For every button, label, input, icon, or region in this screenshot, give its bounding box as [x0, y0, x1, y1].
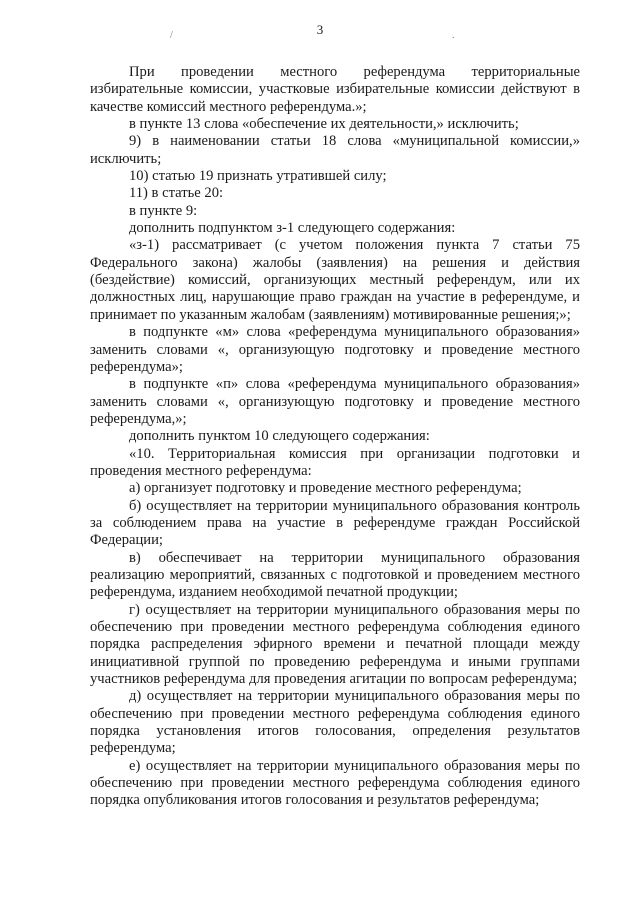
- paragraph: б) осуществляет на территории муниципального образования контроль за соблюдением права на участие в референдуме граждан Российской Федерации;: [90, 497, 580, 549]
- paragraph: а) организует подготовку и проведение местного референдума;: [129, 480, 522, 497]
- paragraph: д) осуществляет на территории муниципального образования меры по обеспечению при проведении местного референдума соблюдения единого порядка установления итогов голосования, определения результатов референдума;: [90, 688, 580, 757]
- paragraph: г) осуществляет на территории муниципального образования меры по обеспечению при проведении местного референдума соблюдения единого порядка распределения эфирного времени и печатной площади между инициативной группой по проведению референдума и иными группами участников референдума для проведения агитации по вопросам референдума;: [90, 601, 580, 688]
- margin-mark-left: /: [170, 30, 173, 41]
- paragraph: 11) в статье 20:: [129, 185, 224, 202]
- paragraph: дополнить пунктом 10 следующего содержания:: [129, 428, 430, 445]
- paragraph: е) осуществляет на территории муниципального образования меры по обеспечению при проведении местного референдума соблюдения единого порядка опубликования итогов голосования и результатов референдума;: [90, 757, 580, 809]
- paragraph: При проведении местного референдума территориальные избирательные комиссии, участковые избирательные комиссии действуют в качестве комиссий местного референдума.»;: [90, 64, 580, 115]
- paragraph: «10. Территориальная комиссия при организации подготовки и проведения местного референдума:: [90, 445, 580, 479]
- page-number: 3: [316, 22, 324, 37]
- paragraph: 10) статью 19 признать утратившей силу;: [129, 168, 387, 185]
- paragraph: в подпункте «п» слова «референдума муниципального образования» заменить словами «, организующую подготовку и проведение местного референдума,»;: [90, 376, 580, 427]
- paragraph: в) обеспечивает на территории муниципального образования реализацию мероприятий, связанных с подготовкой и проведением местного референдума, изданием необходимой печатной продукции;: [90, 549, 580, 601]
- margin-mark-right: .: [452, 30, 455, 41]
- paragraph: в пункте 13 слова «обеспечение их деятельности,» исключить;: [129, 116, 519, 133]
- document-body: [90, 64, 580, 810]
- paragraph: 9) в наименовании статьи 18 слова «муниципальной комиссии,» исключить;: [90, 133, 580, 167]
- paragraph: в подпункте «м» слова «референдума муниципального образования» заменить словами «, организующую подготовку и проведение местного референдума»;: [90, 324, 580, 375]
- paragraph: в пункте 9:: [129, 202, 198, 219]
- paragraph: «з-1) рассматривает (с учетом положения пункта 7 статьи 75 Федерального закона) жалобы (заявления) на решения и действия (бездействие) комиссий, организующих местный референдум, или их должностных лиц, нарушающие право граждан на участие в референдуме, и принимает по указанным жалобам (заявлениям) мотивированные решения;»;: [90, 237, 580, 323]
- paragraph: дополнить подпунктом з-1 следующего содержания:: [129, 220, 456, 237]
